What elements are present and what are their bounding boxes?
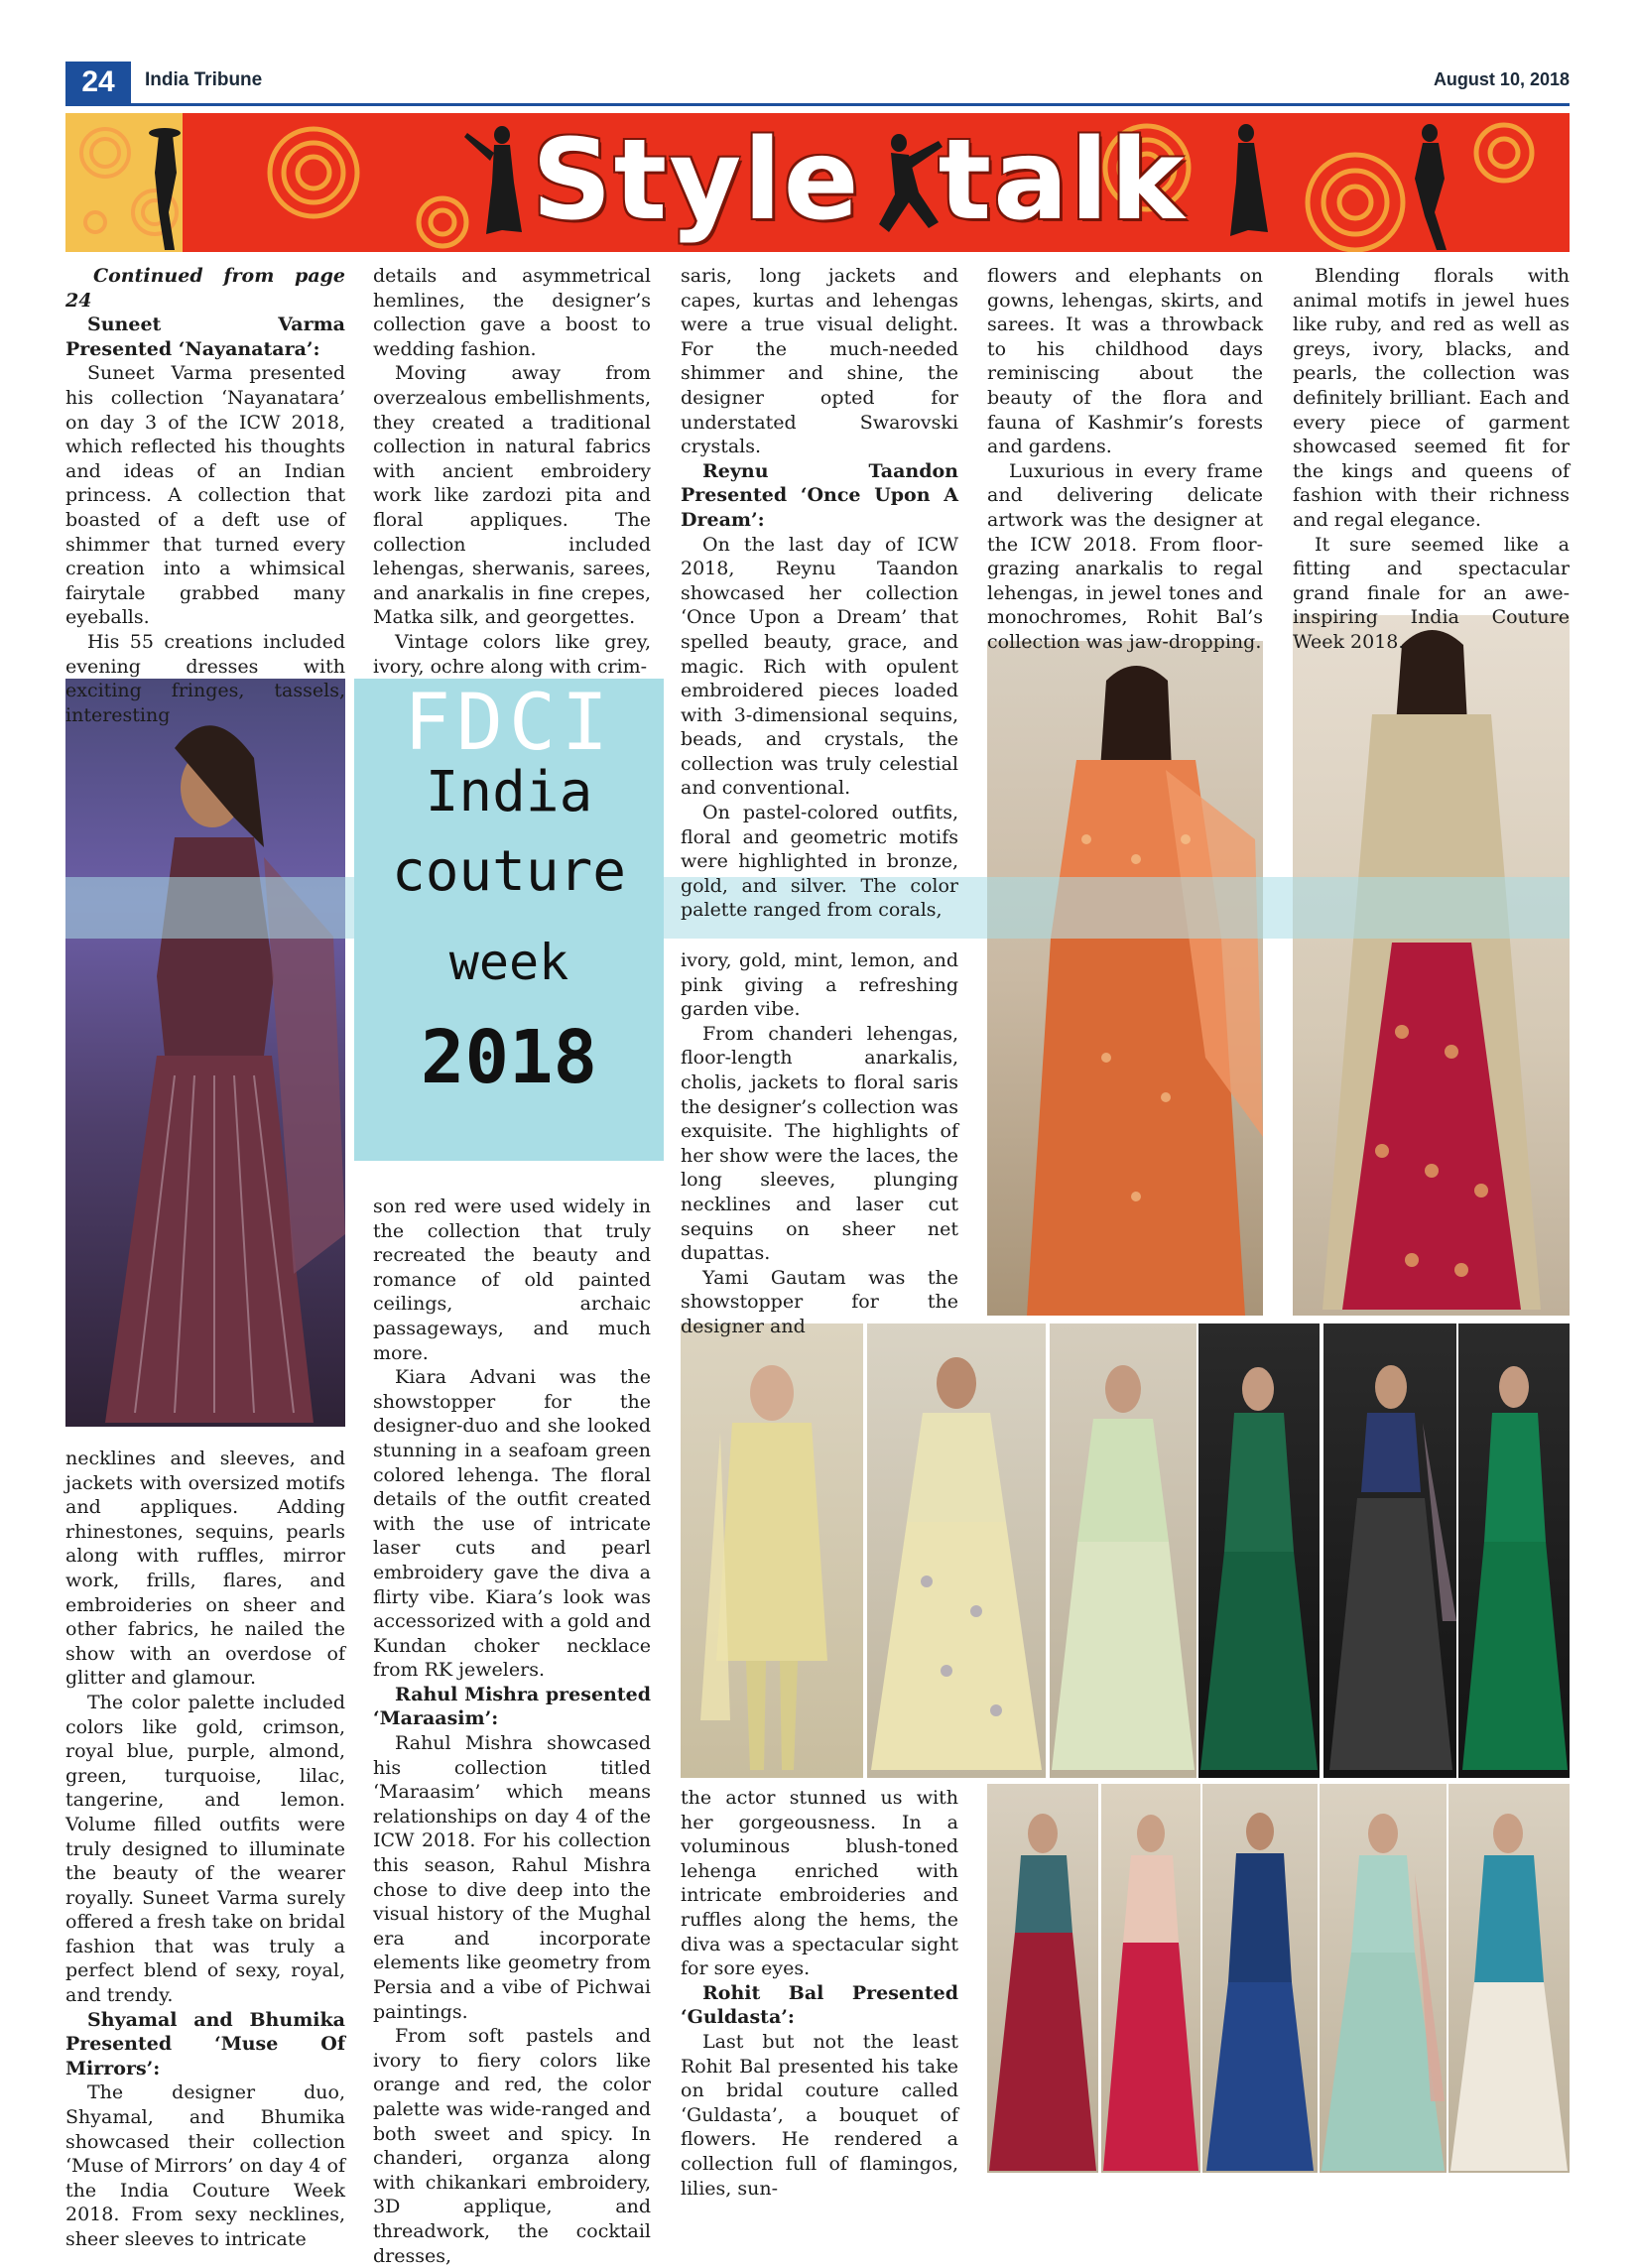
banner-word-style: Style [532, 116, 861, 245]
section-heading: Suneet Varma Presented ‘Nayanatara’: [65, 314, 345, 360]
page-number: 24 [65, 62, 131, 103]
photo-rohit-bal-lehenga [1293, 615, 1570, 1316]
article-paragraph: It sure seemed like a fitting and spectacular grand finale for an awe-inspiring India Couture Week 2018. [1293, 533, 1570, 653]
section-heading: Rohit Bal Presented ‘Guldasta’: [681, 1981, 958, 2029]
article-paragraph: the actor stunned us with her gorgeousness. In a voluminous blush-toned lehenga enriched with intricate embroideries and ruffles along the hems, the diva was a spectacular sight for sore eyes. [681, 1787, 958, 1980]
article-paragraph: flowers and elephants on gowns, lehengas, skirts, and sarees. It was a throwback to his childhood days reminiscing about the beauty of the flora and fauna of Kashmir’s forests and gardens. [987, 265, 1263, 458]
column-2-top [373, 264, 651, 679]
section-heading: Reynu Taandon Presented ‘Once Upon A Dream’: [681, 459, 958, 531]
article-paragraph: The color palette included colors like gold, crimson, royal blue, purple, almond, green, turquoise, lilac, tangerine, and lemon. Volume filled outfits were truly designed to illuminate the beauty of the wearer royally. Suneet Varma surely offered a fresh take on bridal fashion that was truly a perfect blend of sexy, royal, and trendy. [65, 1691, 345, 2007]
column-3-bottom [681, 1786, 958, 2201]
article-paragraph: Vintage colors like grey, ivory, ochre along with crim- [373, 630, 651, 678]
publication-name: India Tribune [145, 69, 263, 90]
photo-suneet-varma-showstopper [65, 679, 345, 1427]
banner-title [532, 116, 1187, 245]
photo-collage-1 [681, 1323, 863, 1778]
article-paragraph: Last but not the least Rohit Bal presented his take on bridal couture called ‘Guldasta’, a bouquet of flowers. He rendered a collection full of flamingos, lilies, sun- [681, 2030, 958, 2200]
column-5-top [1293, 264, 1570, 655]
photo-collage-7 [987, 1784, 1098, 2173]
photo-collage-3 [1050, 1323, 1196, 1778]
photo-collage-8 [1101, 1784, 1200, 2173]
column-1-top [65, 264, 345, 727]
issue-date: August 10, 2018 [1433, 69, 1570, 89]
article-paragraph: saris, long jackets and capes, kurtas and lehengas were a true visual delight. For the much-needed shimmer and shine, the designer opted for understated Swarovski crystals. [681, 265, 958, 458]
section-heading: Rahul Mishra presented ‘Maraasim’: [373, 1683, 651, 1730]
column-4-top [987, 264, 1263, 655]
photo-collage-5 [1323, 1323, 1456, 1778]
photo-collage-6 [1458, 1323, 1570, 1778]
article-paragraph: His 55 creations included evening dresses with exciting fringes, tassels, interesting [65, 630, 345, 726]
banner-word-talk: talk [938, 116, 1187, 245]
article-paragraph: son red were used widely in the collection that truly recreated the beauty and romance of old painted ceilings, archaic passageways, and much more. [373, 1196, 651, 1364]
article-paragraph: Blending florals with animal motifs in jewel hues like ruby, and red as well as greys, ivory, blacks, and pearls, the collection was definitely brilliant. Each and every piece of garment showcased seemed fit for the kings and queens of fashion with their richness and regal elegance. [1293, 265, 1570, 531]
article-paragraph: On the last day of ICW 2018, Reynu Taandon showcased her collection ‘Once Upon a Dream’ that spelled beauty, grace, and magic. Rich with opulent embroidered pieces loaded with 3-dimensional sequins, beads, and crystals, the collection was truly celestial and conventional. [681, 533, 958, 800]
feature-line-couture: couture [391, 839, 626, 904]
section-banner [65, 113, 1570, 252]
article-paragraph: Yami Gautam was the showstopper for the designer and [681, 1266, 958, 1337]
article-paragraph: ivory, gold, mint, lemon, and pink giving a refreshing garden vibe. [681, 949, 958, 1021]
photo-collage-2 [867, 1323, 1046, 1778]
photo-collage-9 [1202, 1784, 1318, 2173]
article-paragraph: details and asymmetrical hemlines, the designer’s collection gave a boost to wedding fashion. [373, 265, 651, 360]
article-paragraph: From chanderi lehengas, floor-length anarkalis, cholis, jackets to floral saris the designer’s collection was exquisite. The highlights of her show were the laces, the long sleeves, plunging necklines and laser cut sequins on sheer net dupattas. [681, 1022, 958, 1265]
article-paragraph: Rahul Mishra showcased his collection titled ‘Maraasim’ which means relationships on day 4 of the ICW 2018. For his collection this season, Rahul Mishra chose to dive deep into the visual history of the Mughal era and incorporate elements like geometry from Persia and a vibe of Pichwai paintings. [373, 1732, 651, 2023]
article-paragraph: The designer duo, Shyamal, and Bhumika showcased their collection ‘Muse of Mirrors’ on day 4 of the India Couture Week 2018. From sexy necklines, sheer sleeves to intricate [65, 2081, 345, 2250]
column-1-bottom [65, 1447, 345, 2252]
header-rule [65, 103, 1570, 106]
feature-line-fdci: FDCI [404, 679, 614, 768]
article-paragraph: necklines and sleeves, and jackets with oversized motifs and appliques. Adding rhinestones, sequins, pearls along with ruffles, mirror work, frills, flares, and embroideries on sheer and other fabrics, he nailed the show with an overdose of glitter and glamour. [65, 1448, 345, 1690]
article-paragraph: On pastel-colored outfits, floral and geometric motifs were highlighted in bronze, gold, and silver. The color palette ranged from corals, [681, 802, 958, 922]
section-heading: Shyamal and Bhumika Presented ‘Muse Of Mirrors’: [65, 2008, 345, 2079]
column-2-bottom [373, 1195, 651, 2268]
article-paragraph: Suneet Varma presented his collection ‘Nayanatara’ on day 3 of the ICW 2018, which reflected his thoughts and ideas of an Indian princess. A collection that boasted of a deft use of shimmer that turned every creation into a whimsical fairytale grabbed many eyeballs. [65, 362, 345, 629]
feature-line-year: 2018 [420, 1015, 598, 1100]
continuation-note: Continued from page 24 [65, 265, 345, 312]
article-paragraph: Kiara Advani was the showstopper for the designer-duo and she looked stunning in a seafoam green colored lehenga. The floral details of the outfit created with the use of intricate laser cuts and pearl embroidery gave the diva a flirty vibe. Kiara’s look was accessorized with a gold and Kundan choker necklace from RK jewelers. [373, 1366, 651, 1682]
column-3-top [681, 264, 958, 923]
feature-line-india: India [425, 760, 593, 824]
photo-reynu-taandon-saree [987, 641, 1263, 1316]
feature-line-week: week [448, 934, 569, 991]
article-paragraph: Moving away from overzealous embellishments, they created a traditional collection in natural fabrics with ancient embroidery work like zardozi pita and floral appliques. The collection included lehengas, sherwanis, sarees, and anarkalis in fine crepes, Matka silk, and georgettes. [373, 362, 651, 629]
article-paragraph: From soft pastels and ivory to fiery colors like orange and red, the color palette was wide-ranged and both sweet and spicy. In chanderi, organza along with chikankari embroidery, 3D applique, and threadwork, the cocktail dresses, [373, 2025, 651, 2267]
photo-collage-4 [1198, 1323, 1320, 1778]
column-3-middle [681, 948, 958, 1339]
photo-collage-11 [1448, 1784, 1570, 2173]
article-paragraph: Luxurious in every frame and delivering delicate artwork was the designer at the ICW 2018. From floor-grazing anarkalis to regal lehengas, in jewel tones and monochromes, Rohit Bal’s collection was jaw-dropping. [987, 459, 1263, 653]
photo-collage-10 [1320, 1784, 1447, 2173]
